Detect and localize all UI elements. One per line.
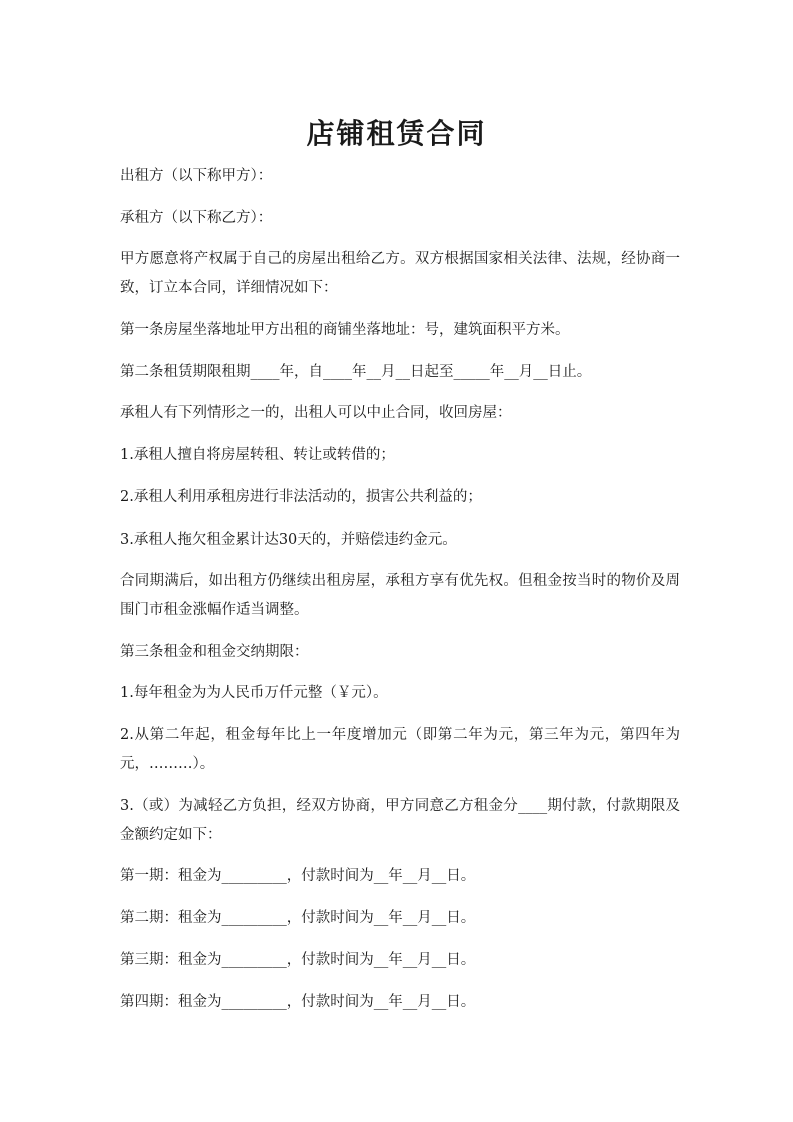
installment-2: 第二期：租金为_________，付款时间为__年__月__日。 xyxy=(120,910,476,926)
article-1-paragraph: 第一条房屋坐落地址甲方出租的商铺坐落地址：号，建筑面积平方米。 xyxy=(120,322,570,338)
article-2-paragraph: 第二条租赁期限租期____年，自____年__月__日起至_____年__月__日止。 xyxy=(120,364,592,380)
termination-item-2: 2.承租人利用承租房进行非法活动的，损害公共利益的； xyxy=(120,489,482,505)
termination-item-1: 1.承租人擅自将房屋转租、转让或转借的； xyxy=(120,447,395,463)
rent-item-3: 3.（或）为减轻乙方负担，经双方协商，甲方同意乙方租金分____期付款，付款期限及金额约定如下： xyxy=(120,798,680,843)
article-3-heading: 第三条租金和租金交纳期限： xyxy=(120,644,309,660)
renewal-paragraph: 合同期满后，如出租方仍继续出租房屋，承租方享有优先权。但租金按当时的物价及周围门市租金涨幅作适当调整。 xyxy=(120,573,680,618)
installment-3: 第三期：租金为_________，付款时间为__年__月__日。 xyxy=(120,952,476,968)
termination-item-3: 3.承租人拖欠租金累计达30天的，并赔偿违约金元。 xyxy=(120,532,457,548)
preamble-paragraph: 甲方愿意将产权属于自己的房屋出租给乙方。双方根据国家相关法律、法规，经协商一致，订立本合同，详细情况如下： xyxy=(120,251,680,296)
rent-item-1: 1.每年租金为为人民币万仟元整（￥元）。 xyxy=(120,685,388,701)
document-title: 店铺租赁合同 xyxy=(306,116,487,150)
lessor-line: 出租方（以下称甲方）： xyxy=(120,168,273,184)
lessee-line: 承租方（以下称乙方）： xyxy=(120,210,273,226)
termination-intro: 承租人有下列情形之一的，出租人可以中止合同，收回房屋： xyxy=(120,405,512,421)
installment-4: 第四期：租金为_________，付款时间为__年__月__日。 xyxy=(120,994,476,1010)
rent-item-2: 2.从第二年起，租金每年比上一年度增加元（即第二年为元，第三年为元，第四年为元，………）。 xyxy=(120,727,680,772)
installment-1: 第一期：租金为_________，付款时间为__年__月__日。 xyxy=(120,868,476,884)
